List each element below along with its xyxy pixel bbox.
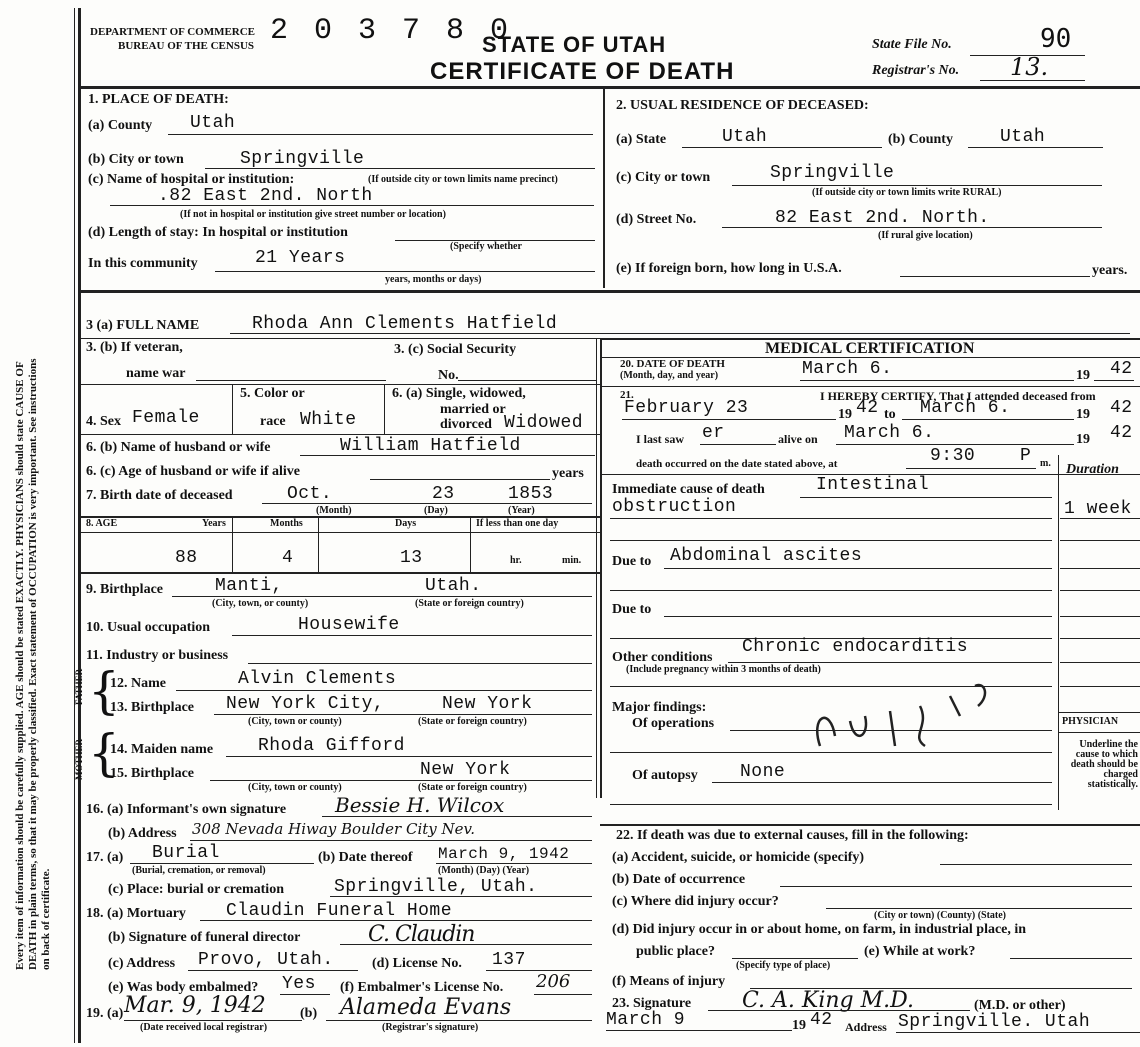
ss-no-label: No. bbox=[438, 368, 459, 383]
attended-from-date: February 23 bbox=[624, 398, 749, 418]
rural-note: (If outside city or town limits write RURAL) bbox=[812, 187, 1002, 198]
mother-birthplace-state: New York bbox=[420, 760, 511, 780]
mother-state-caption: (State or foreign country) bbox=[418, 782, 527, 793]
death-occurred-label: death occurred on the date stated above, at bbox=[636, 458, 838, 470]
burial-label: 17. (a) bbox=[86, 850, 124, 865]
license-label: (d) License No. bbox=[372, 956, 462, 971]
burial-place: Springville, Utah. bbox=[334, 877, 538, 897]
death-county: Utah bbox=[190, 113, 236, 133]
residence-heading: 2. USUAL RESIDENCE OF DECEASED: bbox=[616, 98, 869, 113]
ymd-note: years, months or days) bbox=[385, 274, 482, 285]
attended-from-year: 42 bbox=[856, 398, 879, 418]
state-file-label: State File No. bbox=[872, 37, 952, 52]
dod-label: 20. DATE OF DEATH bbox=[620, 358, 725, 370]
res-state-label: (a) State bbox=[616, 132, 667, 147]
mother-tag: MOTHER bbox=[74, 738, 84, 780]
alive-year: 42 bbox=[1110, 423, 1133, 443]
age-days: 13 bbox=[400, 548, 423, 568]
mother-name-label: 14. Maiden name bbox=[110, 742, 214, 757]
injury-location-label: (c) Where did injury occur? bbox=[612, 894, 779, 909]
signature-year-prefix: 19 bbox=[792, 1018, 806, 1033]
burial-date-label: (b) Date thereof bbox=[318, 850, 413, 865]
attended-to-year: 42 bbox=[1110, 398, 1133, 418]
means-of-injury-label: (f) Means of injury bbox=[612, 974, 726, 989]
other-conditions-label: Other conditions bbox=[612, 650, 713, 665]
industry-label: 11. Industry or business bbox=[86, 648, 229, 663]
birth-year: 1853 bbox=[508, 484, 554, 504]
year-caption: (Year) bbox=[508, 505, 535, 516]
from-year-prefix: 19 bbox=[838, 407, 852, 422]
director-signature: C. Claudin bbox=[368, 922, 475, 947]
birth-day: 23 bbox=[432, 484, 455, 504]
social-security-label: 3. (c) Social Security bbox=[394, 342, 517, 357]
registrar-label: Registrar's No. bbox=[872, 63, 960, 78]
embalmer-license-label: (f) Embalmer's License No. bbox=[340, 980, 504, 995]
external-heading: 22. If death was due to external causes, fill in the following: bbox=[616, 828, 969, 843]
occurrence-date-label: (b) Date of occurrence bbox=[612, 872, 746, 887]
injury-location-caption: (City or town) (County) (State) bbox=[874, 910, 1007, 921]
birthplace-state: Utah. bbox=[425, 576, 482, 596]
marital-label-1: 6. (a) Single, widowed, bbox=[392, 386, 526, 401]
death-time: 9:30 bbox=[930, 446, 976, 466]
color-label: 5. Color or bbox=[240, 386, 305, 401]
father-birthplace-label: 13. Birthplace bbox=[110, 700, 194, 715]
medical-heading: MEDICAL CERTIFICATION bbox=[765, 340, 975, 357]
place-of-death-heading: 1. PLACE OF DEATH: bbox=[88, 92, 229, 107]
bp-state-caption: (State or foreign country) bbox=[415, 598, 524, 609]
street-note: (If not in hospital or institution give street number or location) bbox=[180, 209, 446, 220]
age-years-caption: Years bbox=[202, 518, 226, 529]
to-year-prefix: 19 bbox=[1076, 407, 1090, 422]
duration-label: Duration bbox=[1066, 462, 1119, 477]
age-years: 88 bbox=[175, 548, 198, 568]
marital-label-3: divorced bbox=[440, 417, 492, 432]
burial-date: March 9, 1942 bbox=[438, 845, 570, 863]
accident-label: (a) Accident, suicide, or homicide (specify) bbox=[612, 850, 865, 865]
last-saw-value: er bbox=[702, 423, 725, 443]
signature-address: Springville. Utah bbox=[898, 1012, 1091, 1032]
physician-signature: C. A. King M.D. bbox=[742, 988, 914, 1013]
length-stay-label: (d) Length of stay: In hospital or institution bbox=[88, 225, 348, 240]
pregnancy-note: (Include pregnancy within 3 months of death) bbox=[626, 664, 821, 675]
signature-address-label: Address bbox=[845, 1020, 887, 1034]
autopsy-label: Of autopsy bbox=[632, 768, 698, 783]
min-label: min. bbox=[562, 555, 582, 566]
signature-date: March 9 bbox=[606, 1010, 686, 1030]
immediate-cause-label: Immediate cause of death bbox=[612, 482, 765, 497]
attended-to-date: March 6. bbox=[920, 398, 1011, 418]
side-note-line-3: Every item of information should be carefully supplied. AGE should be stated EXACTLY. PHYSICIANS should state CAUSE OF bbox=[14, 361, 26, 970]
side-note-line-2: on back of certificate. bbox=[40, 868, 52, 970]
father-birthplace-state: New York bbox=[442, 694, 533, 714]
state-title: STATE OF UTAH bbox=[482, 32, 667, 57]
birthplace-label: 9. Birthplace bbox=[86, 582, 163, 597]
burial-method-caption: (Burial, cremation, or removal) bbox=[132, 865, 266, 876]
burial-place-label: (c) Place: burial or cremation bbox=[108, 882, 284, 897]
age-months-caption: Months bbox=[270, 518, 303, 529]
specify-note: (Specify whether bbox=[450, 241, 522, 252]
res-street-label: (d) Street No. bbox=[616, 212, 697, 227]
side-note-line-1: DEATH in plain terms, so that it may be properly classified. Exact statement of OCCUPATION is very important. See instructions bbox=[27, 358, 39, 970]
sex-label: 4. Sex bbox=[86, 414, 121, 429]
filed-date: Mar. 9, 1942 bbox=[124, 993, 266, 1018]
certify-number: 21. bbox=[620, 389, 634, 401]
name-war-label: name war bbox=[126, 366, 186, 381]
dod-year-prefix: 19 bbox=[1076, 368, 1090, 383]
marital-status: Widowed bbox=[504, 413, 584, 433]
age-days-caption: Days bbox=[395, 518, 417, 529]
spouse-label: 6. (b) Name of husband or wife bbox=[86, 440, 271, 455]
to-label: to bbox=[884, 407, 896, 422]
mortuary-name: Claudin Funeral Home bbox=[226, 901, 453, 921]
serial-number: 2 0 3 7 8 0 bbox=[270, 14, 513, 48]
death-m-label: m. bbox=[1040, 458, 1051, 469]
death-ampm: P bbox=[1020, 446, 1032, 466]
father-city-caption: (City, town or county) bbox=[248, 716, 342, 727]
mortuary-address-label: (c) Address bbox=[108, 956, 176, 971]
autopsy-value: None bbox=[740, 762, 786, 782]
full-name: Rhoda Ann Clements Hatfield bbox=[252, 314, 558, 334]
father-birthplace-city: New York City, bbox=[226, 694, 385, 714]
side-instructions bbox=[10, 70, 76, 1030]
years-label: years. bbox=[1092, 263, 1128, 278]
registrar-value: 13. bbox=[1010, 53, 1049, 81]
alive-year-prefix: 19 bbox=[1076, 432, 1090, 447]
father-tag: FATHER bbox=[74, 668, 84, 705]
while-at-work-label: (e) While at work? bbox=[864, 944, 976, 959]
bureau-label: BUREAU OF THE CENSUS bbox=[118, 40, 255, 52]
dod-year: 42 bbox=[1110, 359, 1133, 379]
certify-text: I HEREBY CERTIFY, That I attended deceased from bbox=[820, 389, 1096, 403]
handwritten-scribble bbox=[800, 676, 1000, 756]
director-sig-label: (b) Signature of funeral director bbox=[108, 930, 301, 945]
age-months: 4 bbox=[282, 548, 294, 568]
race-value: White bbox=[300, 410, 357, 430]
injury-place-label: (d) Did injury occur in or about home, on farm, in industrial place, in bbox=[612, 922, 1027, 937]
department-label: DEPARTMENT OF COMMERCE bbox=[90, 26, 256, 38]
dod-value: March 6. bbox=[802, 359, 893, 379]
registrar-signature: Alameda Evans bbox=[340, 995, 512, 1020]
informant-sig-label: 16. (a) Informant's own signature bbox=[86, 802, 287, 817]
informant-signature: Bessie H. Wilcox bbox=[335, 793, 505, 817]
burial-date-caption: (Month) (Day) (Year) bbox=[438, 865, 530, 876]
community-label: In this community bbox=[88, 256, 198, 271]
state-file-value: 90 bbox=[1040, 24, 1072, 54]
spouse-name: William Hatfield bbox=[340, 436, 521, 456]
res-city: Springville bbox=[770, 163, 895, 183]
sex-value: Female bbox=[132, 408, 200, 428]
mortuary-address: Provo, Utah. bbox=[198, 950, 334, 970]
res-street: 82 East 2nd. North. bbox=[775, 208, 990, 228]
dod-caption: (Month, day, and year) bbox=[620, 370, 719, 381]
immediate-cause-2: obstruction bbox=[612, 497, 737, 517]
marital-label-2: married or bbox=[440, 402, 506, 417]
place-type-caption: (Specify type of place) bbox=[736, 960, 831, 971]
month-caption: (Month) bbox=[316, 505, 352, 516]
hospital-label: (c) Name of hospital or institution: bbox=[88, 172, 295, 187]
due-to-1-label: Due to bbox=[612, 554, 652, 569]
immediate-cause-1: Intestinal bbox=[816, 475, 930, 495]
md-note: (M.D. or other) bbox=[974, 998, 1066, 1013]
informant-address: 308 Nevada Hiway Boulder City Nev. bbox=[192, 820, 475, 838]
embalmer-license: 206 bbox=[536, 971, 571, 992]
registrar-sig-caption: (Registrar's signature) bbox=[382, 1022, 479, 1033]
other-conditions: Chronic endocarditis bbox=[742, 637, 969, 657]
res-county-label: (b) County bbox=[888, 132, 953, 147]
burial-method: Burial bbox=[152, 843, 220, 863]
veteran-label: 3. (b) If veteran, bbox=[86, 340, 183, 355]
certificate-title: CERTIFICATE OF DEATH bbox=[430, 58, 735, 85]
embalmed-label: (e) Was body embalmed? bbox=[108, 980, 259, 995]
res-county: Utah bbox=[1000, 127, 1046, 147]
mother-city-caption: (City, town or county) bbox=[248, 782, 342, 793]
occupation: Housewife bbox=[298, 615, 400, 635]
birth-month: Oct. bbox=[287, 484, 333, 504]
alive-on-label: alive on bbox=[778, 432, 818, 446]
community-length: 21 Years bbox=[255, 248, 346, 268]
alive-date: March 6. bbox=[844, 423, 935, 443]
birthplace-city: Manti, bbox=[215, 576, 283, 596]
death-city: Springville bbox=[240, 149, 365, 169]
death-hospital: .82 East 2nd. North bbox=[158, 186, 373, 206]
signature-year: 42 bbox=[810, 1010, 833, 1030]
due-to-1: Abdominal ascites bbox=[670, 546, 863, 566]
res-city-label: (c) City or town bbox=[616, 170, 711, 185]
filed-label: 19. (a) bbox=[86, 1006, 124, 1021]
underline-note: Underline the cause to which death should be charged statistically. bbox=[1070, 739, 1138, 790]
physician-tag: PHYSICIAN bbox=[1062, 716, 1119, 727]
operations-label: Of operations bbox=[632, 716, 715, 731]
filed-date-caption: (Date received local registrar) bbox=[140, 1022, 268, 1033]
embalmed-value: Yes bbox=[282, 974, 316, 994]
foreign-born-label: (e) If foreign born, how long in U.S.A. bbox=[616, 261, 842, 276]
informant-address-label: (b) Address bbox=[108, 826, 177, 841]
hr-label: hr. bbox=[510, 555, 522, 566]
filed-b-label: (b) bbox=[300, 1006, 318, 1021]
occupation-label: 10. Usual occupation bbox=[86, 620, 211, 635]
major-findings-label: Major findings: bbox=[612, 700, 707, 715]
birth-date-label: 7. Birth date of deceased bbox=[86, 488, 233, 503]
rural-location-note: (If rural give location) bbox=[878, 230, 973, 241]
license-number: 137 bbox=[492, 950, 526, 970]
day-caption: (Day) bbox=[424, 505, 448, 516]
public-place-label: public place? bbox=[636, 944, 715, 959]
cause-duration: 1 week bbox=[1064, 499, 1132, 519]
mother-name: Rhoda Gifford bbox=[258, 736, 405, 756]
bp-city-caption: (City, town, or county) bbox=[212, 598, 309, 609]
res-state: Utah bbox=[722, 127, 768, 147]
city-label: (b) City or town bbox=[88, 152, 184, 167]
father-state-caption: (State or foreign country) bbox=[418, 716, 527, 727]
last-saw-label: I last saw bbox=[636, 432, 685, 446]
age-label: 8. AGE bbox=[86, 518, 118, 529]
hospital-note: (If outside city or town limits name precinct) bbox=[368, 174, 558, 185]
county-label: (a) County bbox=[88, 118, 153, 133]
spouse-age-label: 6. (c) Age of husband or wife if alive bbox=[86, 464, 301, 479]
mortuary-label: 18. (a) Mortuary bbox=[86, 906, 186, 921]
father-name-label: 12. Name bbox=[110, 676, 166, 691]
race-label: race bbox=[260, 414, 286, 429]
less-day-caption: If less than one day bbox=[476, 518, 559, 529]
signature-label: 23. Signature bbox=[612, 996, 692, 1011]
mother-birthplace-label: 15. Birthplace bbox=[110, 766, 194, 781]
fullname-label: 3 (a) FULL NAME bbox=[86, 318, 200, 333]
due-to-2-label: Due to bbox=[612, 602, 652, 617]
spouse-years-label: years bbox=[552, 466, 584, 481]
father-name: Alvin Clements bbox=[238, 669, 397, 689]
